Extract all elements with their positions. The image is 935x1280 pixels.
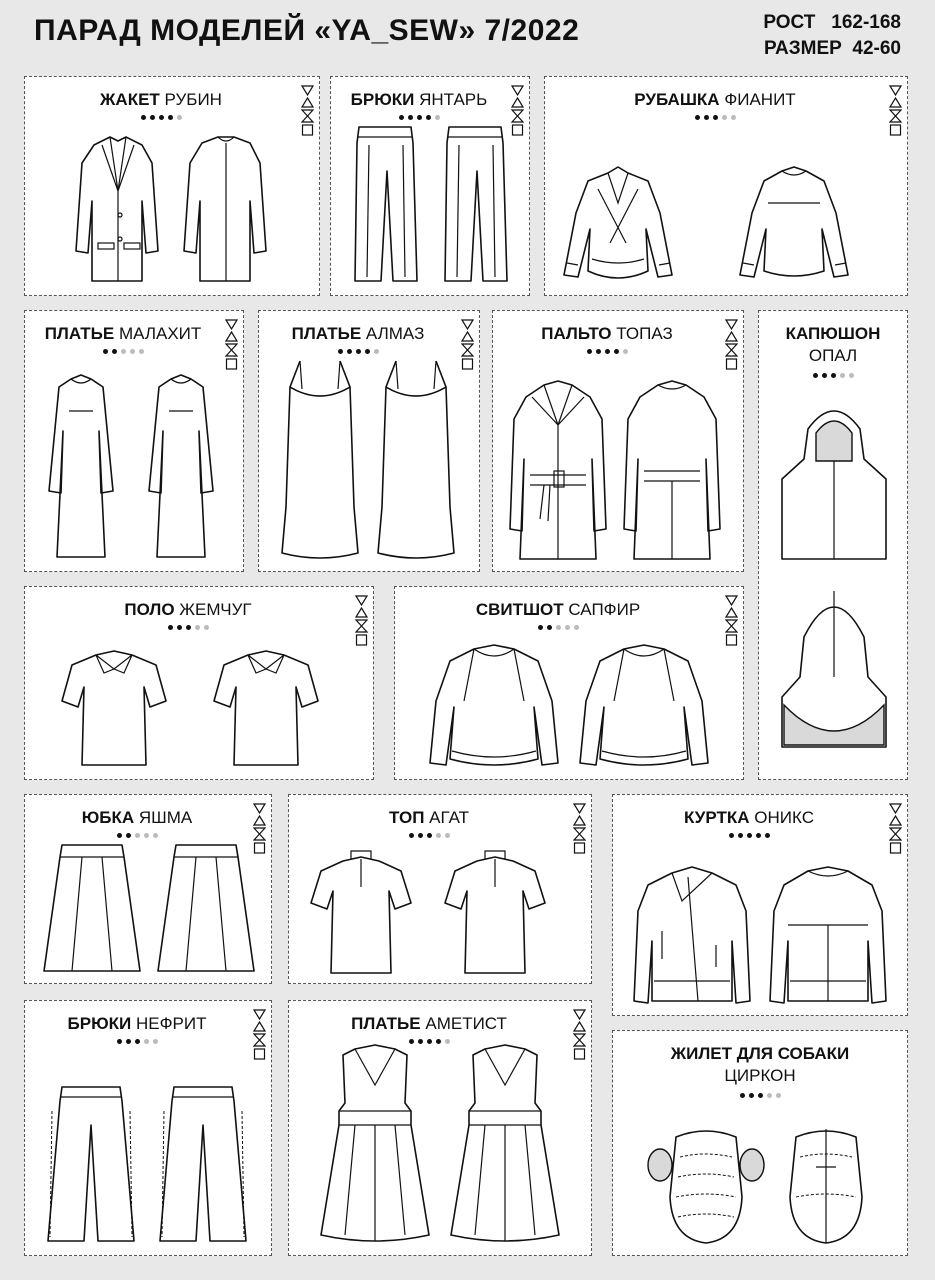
difficulty-dot-empty <box>623 349 628 354</box>
difficulty-dots <box>25 349 221 354</box>
size-info <box>763 10 901 62</box>
care-symbols-icon <box>225 319 238 371</box>
card-dog-vest-tsirkon <box>612 1030 908 1256</box>
difficulty-dots <box>395 625 721 630</box>
model-type: ПАЛЬТО <box>541 324 612 343</box>
card-shirt-fianit <box>544 76 908 296</box>
difficulty-dot-filled <box>756 833 761 838</box>
sketch-dress <box>25 367 243 563</box>
sketch-skirt <box>25 839 271 975</box>
sketch-biker-jacket <box>613 859 907 1007</box>
difficulty-dot-empty <box>153 1039 158 1044</box>
difficulty-dot-filled <box>538 625 543 630</box>
card-skirt-yashma <box>24 794 272 984</box>
difficulty-dot-empty <box>144 833 149 838</box>
difficulty-dot-empty <box>135 833 140 838</box>
difficulty-dot-filled <box>338 349 343 354</box>
model-type: ПЛАТЬЕ <box>351 1014 421 1033</box>
difficulty-dot-filled <box>547 625 552 630</box>
difficulty-dot-filled <box>749 1093 754 1098</box>
model-type: ПЛАТЬЕ <box>44 324 115 343</box>
difficulty-dot-filled <box>150 115 155 120</box>
difficulty-dot-filled <box>765 833 770 838</box>
difficulty-dot-filled <box>831 373 836 378</box>
difficulty-dot-empty <box>776 1093 781 1098</box>
difficulty-dot-filled <box>596 349 601 354</box>
difficulty-dot-empty <box>153 833 158 838</box>
model-type: СВИТШОТ <box>475 600 564 619</box>
difficulty-dot-empty <box>731 115 736 120</box>
difficulty-dot-empty <box>139 349 144 354</box>
model-name: ЖЕМЧУГ <box>179 600 252 619</box>
difficulty-dots <box>545 115 885 120</box>
difficulty-dot-filled <box>740 1093 745 1098</box>
difficulty-dot-filled <box>177 625 182 630</box>
difficulty-dot-empty <box>574 625 579 630</box>
model-name: ОНИКС <box>754 808 814 827</box>
sketch-pants <box>331 119 529 287</box>
height-value: 162-168 <box>831 12 901 33</box>
difficulty-dots <box>493 349 721 354</box>
difficulty-dot-filled <box>813 373 818 378</box>
sketch-top <box>289 847 591 975</box>
difficulty-dot-empty <box>840 373 845 378</box>
difficulty-dot-filled <box>587 349 592 354</box>
difficulty-dot-filled <box>729 833 734 838</box>
model-type: КУРТКА <box>684 808 750 827</box>
difficulty-dot-empty <box>436 833 441 838</box>
difficulty-dot-filled <box>695 115 700 120</box>
difficulty-dot-filled <box>605 349 610 354</box>
difficulty-dot-empty <box>195 625 200 630</box>
difficulty-dots <box>759 373 907 378</box>
model-name: ЯНТАРЬ <box>419 90 488 109</box>
difficulty-dot-filled <box>704 115 709 120</box>
card-pants-yantar <box>330 76 530 296</box>
difficulty-dot-filled <box>103 349 108 354</box>
difficulty-dot-filled <box>356 349 361 354</box>
model-name: ЯШМА <box>138 808 193 827</box>
sketch-dress-ametist <box>289 1043 591 1247</box>
sketch-coat <box>493 377 743 563</box>
difficulty-dot-filled <box>365 349 370 354</box>
model-name: МАЛАХИТ <box>118 324 202 343</box>
difficulty-dots <box>259 349 457 354</box>
care-symbols-icon <box>889 803 902 855</box>
difficulty-dot-filled <box>614 349 619 354</box>
difficulty-dot-empty <box>767 1093 772 1098</box>
model-type: ЖАКЕТ <box>100 90 160 109</box>
difficulty-dot-filled <box>409 833 414 838</box>
difficulty-dot-empty <box>374 349 379 354</box>
difficulty-dot-filled <box>713 115 718 120</box>
card-jacket-rubin <box>24 76 320 296</box>
model-name: АГАТ <box>429 808 469 827</box>
difficulty-dot-filled <box>126 1039 131 1044</box>
difficulty-dot-filled <box>159 115 164 120</box>
model-name: АЛМАЗ <box>365 324 425 343</box>
difficulty-dot-empty <box>556 625 561 630</box>
model-name: САПФИР <box>568 600 641 619</box>
model-name: РУБИН <box>164 90 222 109</box>
model-type: ЖИЛЕТ ДЛЯ СОБАКИ <box>670 1044 850 1063</box>
model-name: ОПАЛ <box>808 346 858 365</box>
model-type: БРЮКИ <box>350 90 415 109</box>
care-symbols-icon <box>725 319 738 371</box>
page-title: ПАРАД МОДЕЛЕЙ «YA_SEW» 7/2022 <box>34 14 580 47</box>
model-type: ПОЛО <box>124 600 175 619</box>
page-header <box>0 0 935 72</box>
card-hood-opal <box>758 310 908 780</box>
difficulty-dot-empty <box>121 349 126 354</box>
difficulty-dot-empty <box>722 115 727 120</box>
sketch-hood <box>759 397 907 771</box>
sketch-wide-pants <box>25 1077 271 1247</box>
card-coat-topaz <box>492 310 744 572</box>
difficulty-dot-filled <box>822 373 827 378</box>
difficulty-dot-filled <box>126 833 131 838</box>
difficulty-dot-empty <box>204 625 209 630</box>
model-type: ЮБКА <box>81 808 135 827</box>
model-type: РУБАШКА <box>634 90 720 109</box>
difficulty-dot-filled <box>738 833 743 838</box>
sketch-shirt <box>545 157 907 287</box>
card-jacket-oniks <box>612 794 908 1016</box>
difficulty-dot-filled <box>418 833 423 838</box>
model-name: ФИАНИТ <box>724 90 796 109</box>
model-name: ЦИРКОН <box>724 1066 796 1085</box>
model-type: ТОП <box>389 808 425 827</box>
difficulty-dots <box>25 833 249 838</box>
difficulty-dot-filled <box>427 833 432 838</box>
difficulty-dot-filled <box>117 1039 122 1044</box>
care-symbols-icon <box>355 595 368 647</box>
card-dress-malakhit <box>24 310 244 572</box>
difficulty-dots <box>25 115 297 120</box>
difficulty-dot-filled <box>758 1093 763 1098</box>
model-name: ТОПАЗ <box>616 324 673 343</box>
difficulty-dot-empty <box>177 115 182 120</box>
card-polo-zhemchug <box>24 586 374 780</box>
difficulty-dots <box>25 1039 249 1044</box>
sketch-dog-vest <box>613 1123 907 1247</box>
size-label: РАЗМЕР <box>764 38 842 59</box>
difficulty-dot-filled <box>141 115 146 120</box>
card-sweatshirt-sapfir <box>394 586 744 780</box>
model-name: АМЕТИСТ <box>425 1014 507 1033</box>
sketch-sweatshirt <box>395 639 743 771</box>
size-value: 42-60 <box>852 38 901 59</box>
difficulty-dot-filled <box>135 1039 140 1044</box>
difficulty-dot-empty <box>565 625 570 630</box>
difficulty-dot-empty <box>144 1039 149 1044</box>
sketch-slip-dress <box>259 355 479 563</box>
difficulty-dot-empty <box>130 349 135 354</box>
model-type: БРЮКИ <box>67 1014 132 1033</box>
difficulty-dots <box>613 833 885 838</box>
difficulty-dots <box>25 625 351 630</box>
difficulty-dot-filled <box>186 625 191 630</box>
model-type: КАПЮШОН <box>785 324 881 343</box>
difficulty-dot-empty <box>445 833 450 838</box>
sketch-polo <box>25 645 373 771</box>
difficulty-dot-filled <box>112 349 117 354</box>
difficulty-dot-filled <box>168 625 173 630</box>
card-pants-nefrit <box>24 1000 272 1256</box>
difficulty-dot-filled <box>747 833 752 838</box>
sketch-jacket <box>25 127 319 287</box>
care-symbols-icon <box>889 85 902 137</box>
model-type: ПЛАТЬЕ <box>291 324 362 343</box>
difficulty-dot-empty <box>849 373 854 378</box>
difficulty-dot-filled <box>168 115 173 120</box>
care-symbols-icon <box>253 1009 266 1061</box>
difficulty-dots <box>289 833 569 838</box>
card-dress-ametist <box>288 1000 592 1256</box>
difficulty-dots <box>613 1093 907 1098</box>
difficulty-dot-filled <box>117 833 122 838</box>
difficulty-dot-filled <box>347 349 352 354</box>
height-label: РОСТ <box>763 12 816 33</box>
card-dress-almaz <box>258 310 480 572</box>
card-top-agat <box>288 794 592 984</box>
model-name: НЕФРИТ <box>135 1014 207 1033</box>
